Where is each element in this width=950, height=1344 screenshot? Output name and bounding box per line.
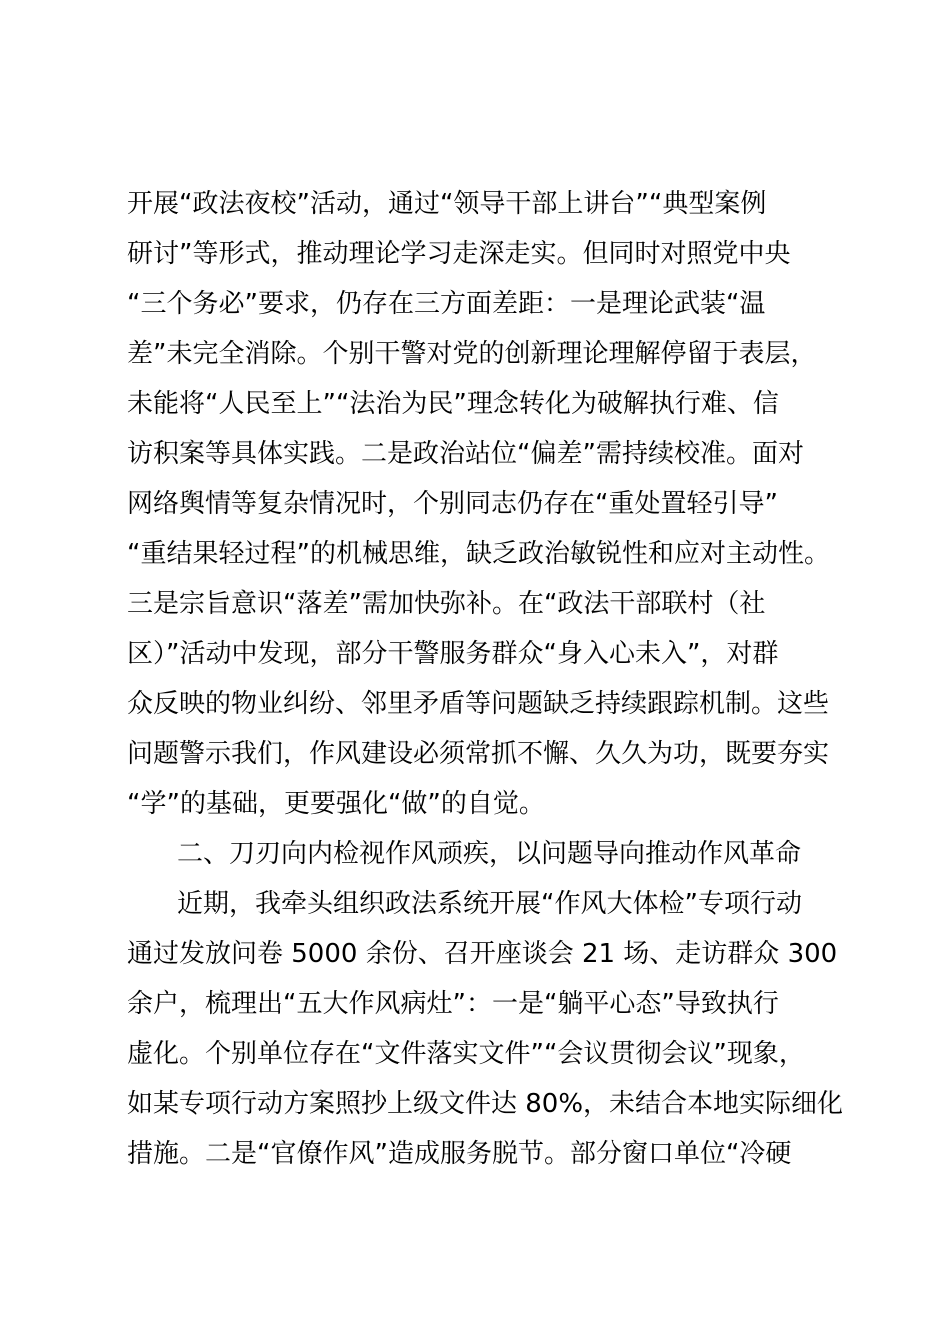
paragraph-line: 区）”活动中发现，部分干警服务群众“身入心未入”，对群 [127, 639, 779, 669]
paragraph-line: 访积案等具体实践。二是政治站位“偏差”需持续校准。面对 [127, 439, 804, 469]
paragraph-line: 措施。二是“官僚作风”造成服务脱节。部分窗口单位“冷硬 [127, 1139, 792, 1169]
paragraph-line: 虚化。个别单位存在“文件落实文件”“会议贯彻会议”现象， [127, 1039, 805, 1069]
paragraph-line: 近期，我牵头组织政法系统开展“作风大体检”专项行动 [177, 889, 802, 919]
section-heading: 二、刀刃向内检视作风顽疾，以问题导向推动作风革命 [177, 839, 802, 869]
paragraph-line: 未能将“人民至上”“法治为民”理念转化为破解执行难、信 [127, 389, 779, 419]
paragraph-line: 如某专项行动方案照抄上级文件达 80%，未结合本地实际细化 [127, 1089, 844, 1119]
paragraph-line: 三是宗旨意识“落差”需加快弥补。在“政法干部联村（社 [127, 589, 766, 619]
paragraph-line: 众反映的物业纠纷、邻里矛盾等问题缺乏持续跟踪机制。这些 [127, 689, 830, 719]
paragraph-line: 问题警示我们，作风建设必须常抓不懈、久久为功，既要夯实 [127, 739, 830, 769]
paragraph-line: 开展“政法夜校”活动，通过“领导干部上讲台”“典型案例 [127, 189, 767, 219]
paragraph-line: 网络舆情等复杂情况时，个别同志仍存在“重处置轻引导” [127, 489, 778, 519]
paragraph-line: 差”未完全消除。个别干警对党的创新理论理解停留于表层， [127, 339, 817, 369]
paragraph-line: “重结果轻过程”的机械思维，缺乏政治敏锐性和应对主动性。 [127, 539, 830, 569]
paragraph-line: “学”的基础，更要强化“做”的自觉。 [127, 789, 545, 819]
paragraph-line: 研讨”等形式，推动理论学习走深走实。但同时对照党中央 [127, 239, 791, 269]
paragraph-line: 通过发放问卷 5000 余份、召开座谈会 21 场、走访群众 300 [127, 939, 838, 969]
paragraph-line: “三个务必”要求，仍存在三方面差距：一是理论武装“温 [127, 289, 766, 319]
paragraph-line: 余户，梳理出“五大作风病灶”：一是“躺平心态”导致执行 [127, 989, 779, 1019]
